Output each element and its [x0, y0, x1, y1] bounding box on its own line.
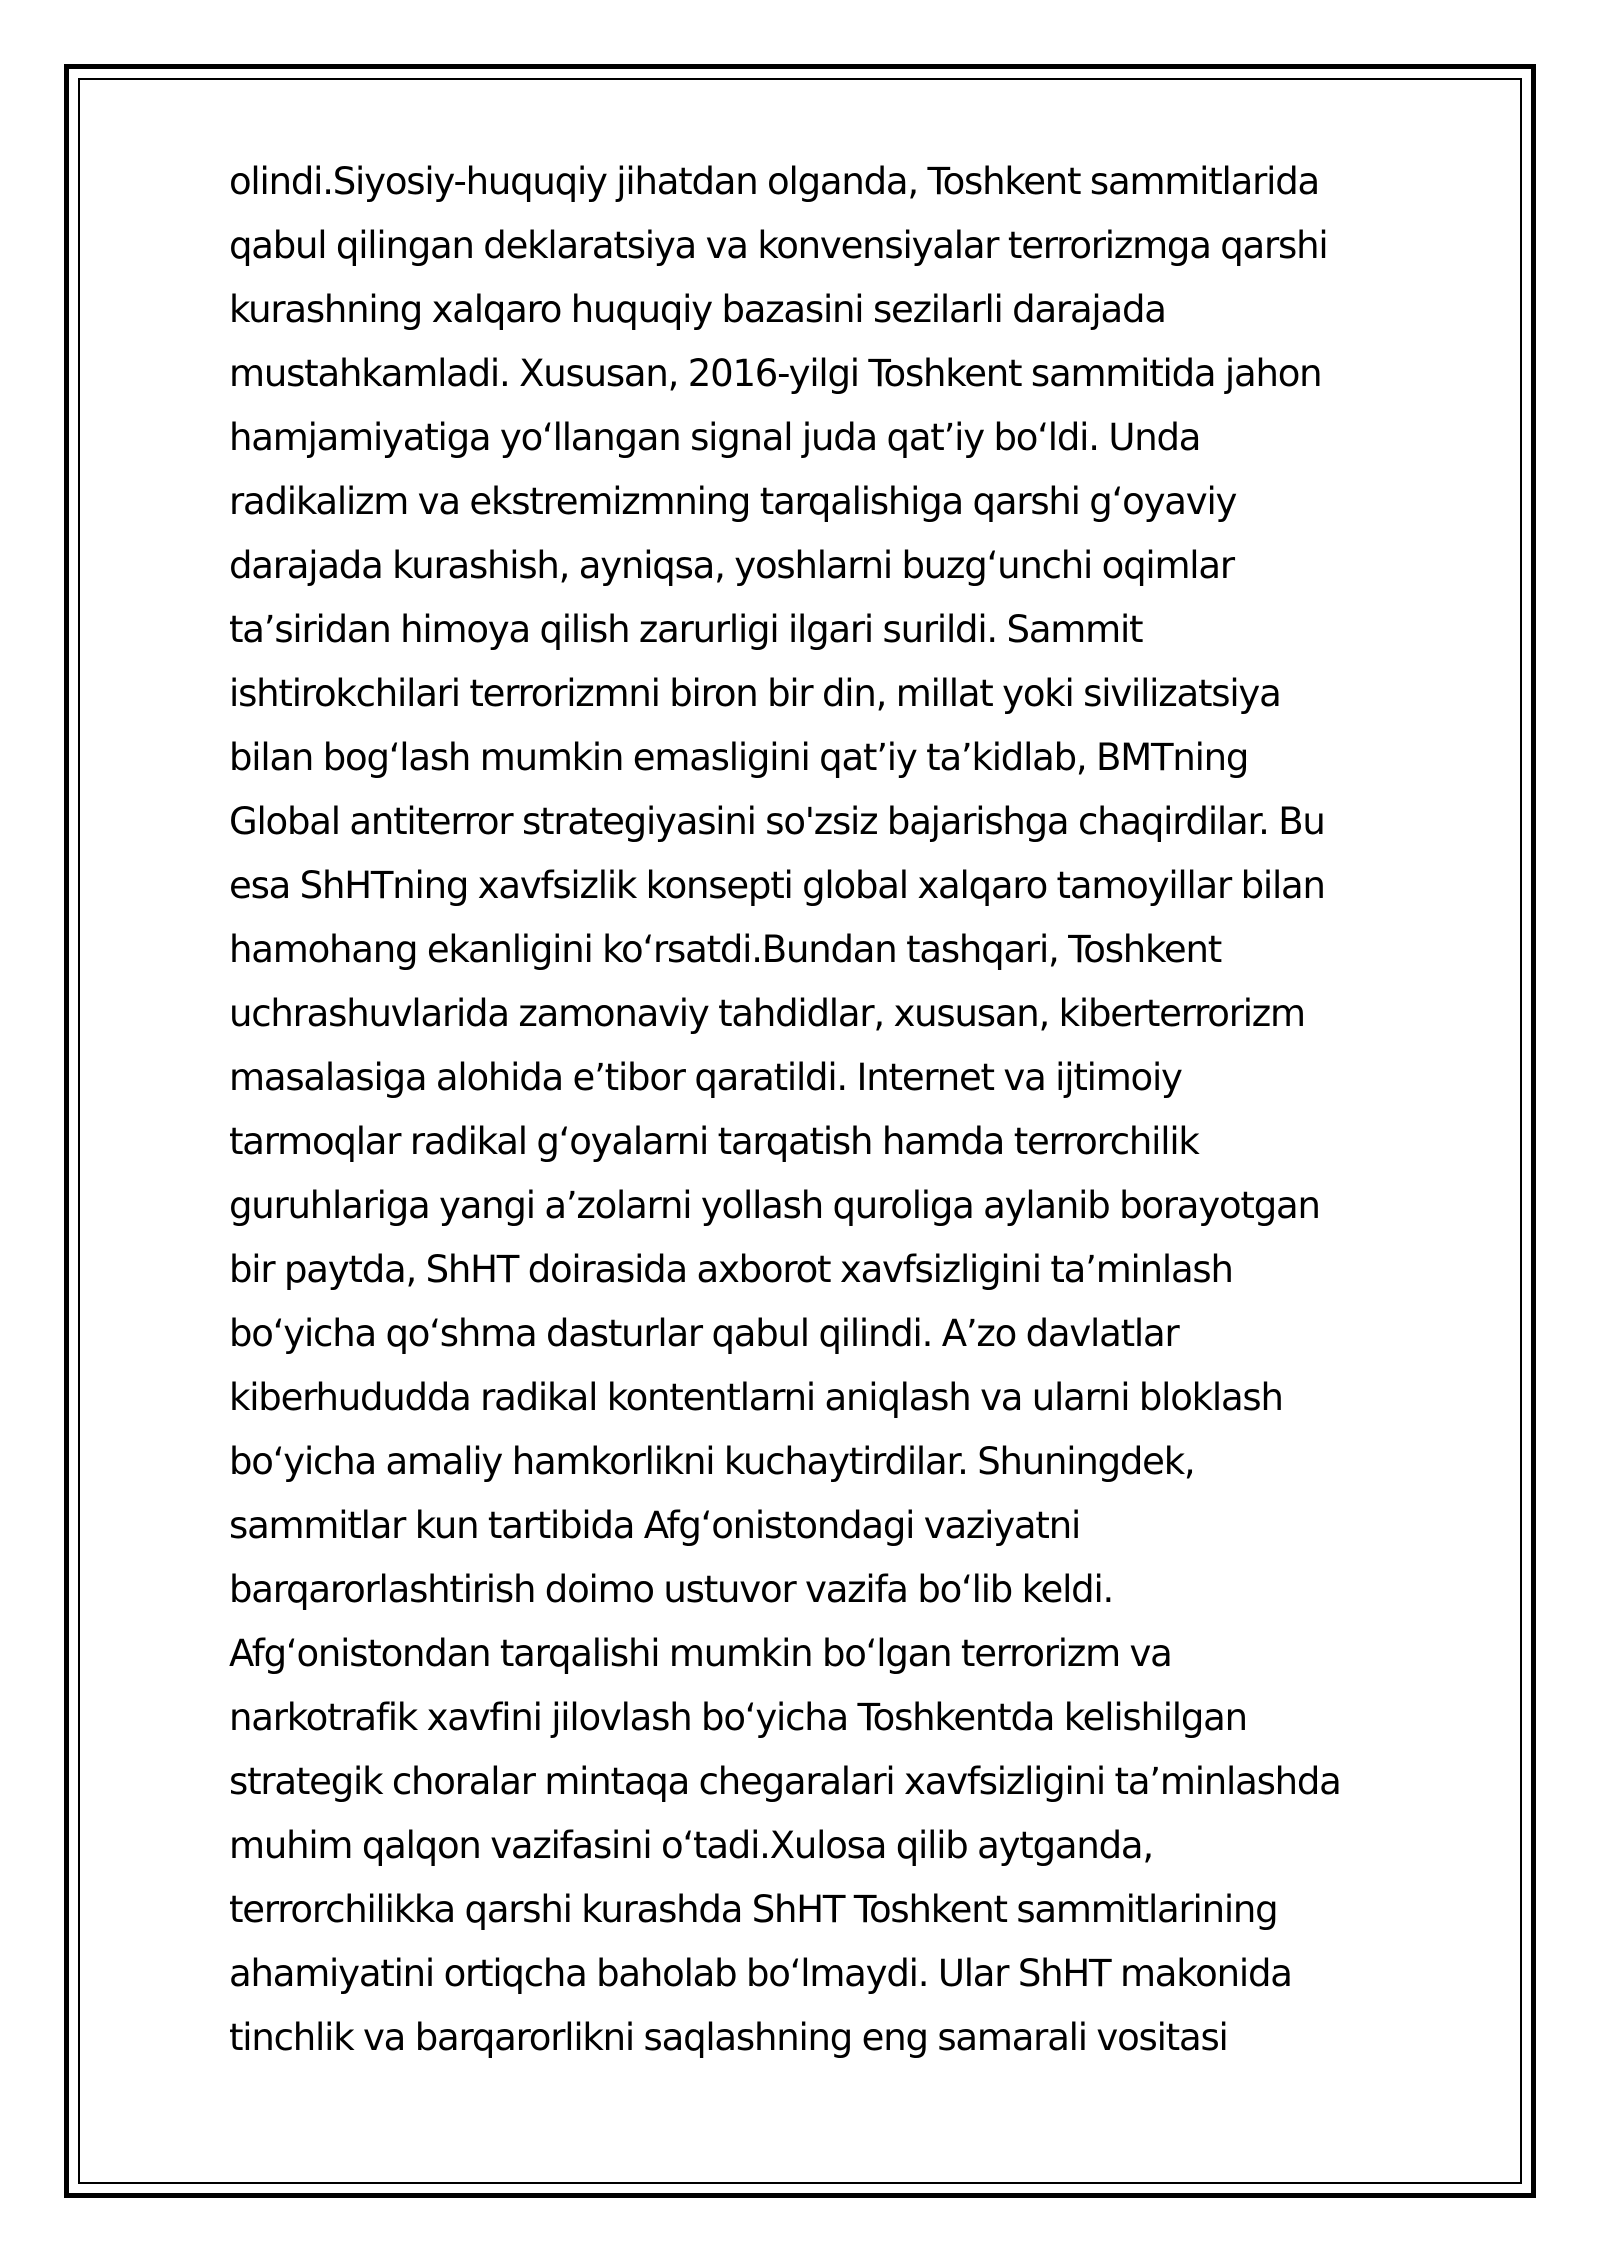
body-text	[229, 150, 1489, 2070]
text-line-18: bir paytda, ShHT doirasida axborot xavfsizligini ta’minlash	[229, 1248, 1233, 1291]
text-line-5: hamjamiyatiga yo‘llangan signal juda qat’iy bo‘ldi. Unda	[229, 416, 1201, 459]
text-line-17: guruhlariga yangi a’zolarni yollash quroliga aylanib borayotgan	[229, 1184, 1320, 1227]
text-line-24: Afg‘onistondan tarqalishi mumkin bo‘lgan terrorizm va	[229, 1632, 1172, 1675]
text-line-11: Global antiterror strategiyasini so'zsiz bajarishga chaqirdilar. Bu	[229, 800, 1325, 843]
text-line-30: tinchlik va barqarorlikni saqlashning eng samarali vositasi	[229, 2016, 1228, 2059]
text-line-28: terrorchilikka qarshi kurashda ShHT Toshkent sammitlarining	[229, 1888, 1278, 1931]
text-line-3: kurashning xalqaro huquqiy bazasini sezilarli darajada	[229, 288, 1166, 331]
text-line-6: radikalizm va ekstremizmning tarqalishiga qarshi g‘oyaviy	[229, 480, 1237, 523]
text-line-19: bo‘yicha qo‘shma dasturlar qabul qilindi. A’zo davlatlar	[229, 1312, 1179, 1355]
text-line-13: hamohang ekanligini ko‘rsatdi.Bundan tashqari, Toshkent	[229, 928, 1222, 971]
text-line-15: masalasiga alohida e’tibor qaratildi. Internet va ijtimoiy	[229, 1056, 1182, 1099]
text-line-22: sammitlar kun tartibida Afg‘onistondagi vaziyatni	[229, 1504, 1081, 1547]
text-line-9: ishtirokchilari terrorizmni biron bir din, millat yoki sivilizatsiya	[229, 672, 1281, 715]
text-line-8: ta’siridan himoya qilish zarurligi ilgari surildi. Sammit	[229, 608, 1143, 651]
text-line-21: bo‘yicha amaliy hamkorlikni kuchaytirdilar. Shuningdek,	[229, 1440, 1195, 1483]
text-line-12: esa ShHTning xavfsizlik konsepti global xalqaro tamoyillar bilan	[229, 864, 1325, 907]
text-line-4: mustahkamladi. Xususan, 2016-yilgi Toshkent sammitida jahon	[229, 352, 1322, 395]
text-line-20: kiberhududda radikal kontentlarni aniqlash va ularni bloklash	[229, 1376, 1283, 1419]
text-line-26: strategik choralar mintaqa chegaralari xavfsizligini ta’minlashda	[229, 1760, 1341, 1803]
text-line-27: muhim qalqon vazifasini o‘tadi.Xulosa qilib aytganda,	[229, 1824, 1153, 1867]
text-line-2: qabul qilingan deklaratsiya va konvensiyalar terrorizmga qarshi	[229, 224, 1328, 267]
text-line-16: tarmoqlar radikal g‘oyalarni tarqatish hamda terrorchilik	[229, 1120, 1199, 1163]
text-line-1: olindi.Siyosiy-huquqiy jihatdan olganda, Toshkent sammitlarida	[229, 160, 1319, 203]
text-line-23: barqarorlashtirish doimo ustuvor vazifa bo‘lib keldi.	[229, 1568, 1114, 1611]
text-line-14: uchrashuvlarida zamonaviy tahdidlar, xususan, kiberterrorizm	[229, 992, 1305, 1035]
text-line-10: bilan bog‘lash mumkin emasligini qat’iy ta’kidlab, BMTning	[229, 736, 1249, 779]
text-line-29: ahamiyatini ortiqcha baholab bo‘lmaydi. Ular ShHT makonida	[229, 1952, 1292, 1995]
text-line-25: narkotrafik xavfini jilovlash bo‘yicha Toshkentda kelishilgan	[229, 1696, 1247, 1739]
text-line-7: darajada kurashish, ayniqsa, yoshlarni buzg‘unchi oqimlar	[229, 544, 1234, 587]
